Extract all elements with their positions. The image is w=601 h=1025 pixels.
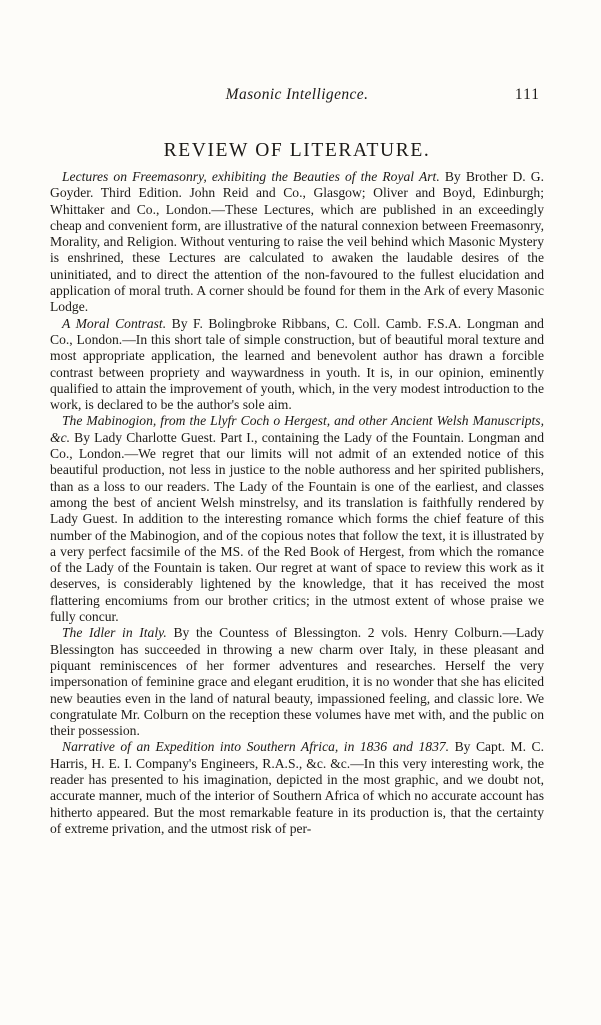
review-text: By Brother D. G. Goyder. Third Edition. John Reid and Co., Glasgow; Oliver and Boyd, Edinburgh; Whittaker and Co., London.—These Lectures, which are published in an exceedingly cheap and convenient form, are illustrative of the natural connexion between Freemasonry, Morality, and Religion. Without venturing to raise the veil behind which Masonic Mystery is enshrined, these Lectures are calculated to awaken the laudable desires of the uninitiated, and to direct the attention of the non-favoured to the fullest elucidation and application of moral truth. A corner should be found for them in the Ark of every Masonic Lodge. (50, 169, 545, 315)
review-text: By the Countess of Blessington. 2 vols. Henry Colburn.—Lady Blessington has succeeded in throwing a new charm over Italy, in these pleasant and piquant reminiscences of her former adventures and researches. Herself the very impersonation of feminine grace and elegant erudition, it is no wonder that she has elicited new beauties even in the land of natural beauty, impassioned feeling, and classic lore. We congratulate Mr. Colburn on the reception these volumes have met with, and the public on their possession. (50, 625, 544, 739)
review-text: By F. Bolingbroke Ribbans, C. Coll. Camb. F.S.A. Longman and Co., London.—In this short tale of simple construction, but of beautiful moral texture and most appropriate application, the learned and benevolent author has drawn a forcible contrast between propriety and waywardness in youth. It is, in our opinion, eminently qualified to attain the improvement of youth, which, in the very modest introduction to the work, is declared to be the author's sole aim. (50, 315, 544, 413)
review-title: The Mabinogion, from the Llyfr Coch o Hergest, and other Ancient Welsh Manuscripts, &c. (50, 413, 544, 445)
review-title: A Moral Contrast. (62, 315, 167, 331)
review-entry (50, 169, 544, 316)
review-list (50, 169, 544, 837)
page-number: 111 (514, 86, 540, 103)
review-entry (50, 739, 544, 837)
review-title: Narrative of an Expedition into Southern Africa, in 1836 and 1837. (62, 739, 450, 755)
review-text: By Lady Charlotte Guest. Part I., containing the Lady of the Fountain. Longman and Co., London.—We regret that our limits will not admit of an extended notice of this beautiful production, not less in justice to the noble authoress and her spirited publishers, than as a loss to our readers. The Lady of the Fountain is one of the earliest, and classes among the best of ancient Welsh minstrelsy, and its translation is faithfully rendered by Lady Guest. In addition to the interesting romance which forms the chief feature of this number of the Mabinogion, and of the copious notes that follow the text, it is illustrated by a very perfect facsimile of the MS. of the Red Book of Hergest, from which the romance of the Lady of the Fountain is taken. Our regret at want of space to review this work as it deserves, is considerably lightened by the knowledge, that it has received the most flattering encomiums from our brother critics; in the utmost extent of whose praise we fully concur. (50, 429, 544, 625)
running-title: Masonic Intelligence. (225, 86, 369, 103)
review-title: Lectures on Freemasonry, exhibiting the Beauties of the Royal Art. (62, 169, 440, 184)
review-entry (50, 316, 544, 414)
review-entry (50, 625, 544, 739)
review-entry (50, 413, 544, 625)
review-title: The Idler in Italy. (62, 625, 167, 641)
section-title: REVIEW OF LITERATURE. (163, 140, 431, 161)
review-text: By Capt. M. C. Harris, H. E. I. Company's Engineers, R.A.S., &c. &c.—In this very interesting work, the reader has presented to his imagination, depicted in the most graphic, and we doubt not, accurate manner, much of the interior of Southern Africa of which no accurate account has hitherto appeared. But the most remarkable feature in its production is, that the certainty of extreme privation, and the utmost risk of per- (50, 739, 544, 836)
running-head (50, 86, 544, 106)
